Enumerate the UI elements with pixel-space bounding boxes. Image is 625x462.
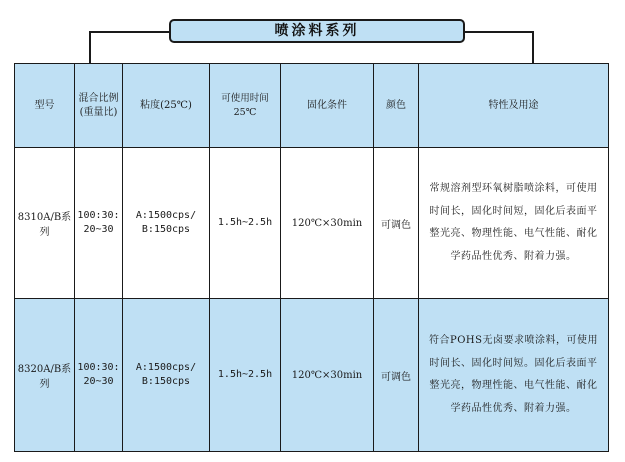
cell-model: 8320A/B系列: [15, 299, 75, 452]
spray-coating-spec-table: [14, 63, 609, 452]
cell-mix-ratio: 100:30: 20~30: [75, 299, 123, 452]
cell-viscosity: A:1500cps/ B:150cps: [123, 148, 210, 299]
cell-viscosity: A:1500cps/ B:150cps: [123, 299, 210, 452]
table-header-row: [15, 64, 609, 148]
header-viscosity: 粘度(25℃): [123, 64, 210, 148]
cell-color: 可调色: [374, 299, 419, 452]
header-mix-ratio: 混合比例 (重量比): [75, 64, 123, 148]
cell-model: 8310A/B系列: [15, 148, 75, 299]
cell-description: 常规溶剂型环氧树脂喷涂料，可使用时间长，固化时间短，固化后表面平整光亮、物理性能、电气性能、耐化学药品性优秀、附着力强。: [419, 148, 609, 299]
title-connector-right-horizontal: [465, 31, 534, 33]
cell-cure-condition: 120℃×30min: [281, 299, 374, 452]
page-title: 喷涂料系列: [169, 19, 465, 43]
header-color: 颜色: [374, 64, 419, 148]
header-model: 型号: [15, 64, 75, 148]
table-row: [15, 299, 609, 452]
cell-cure-condition: 120℃×30min: [281, 148, 374, 299]
cell-color: 可调色: [374, 148, 419, 299]
cell-pot-life: 1.5h~2.5h: [210, 299, 281, 452]
header-cure-condition: 固化条件: [281, 64, 374, 148]
title-connector-right-vertical: [532, 31, 534, 63]
cell-description: 符合POHS无卤要求喷涂料，可使用时间长、固化时间短。固化后表面平整光亮，物理性能、电气性能、耐化学药品性优秀、附着力强。: [419, 299, 609, 452]
cell-pot-life: 1.5h~2.5h: [210, 148, 281, 299]
cell-mix-ratio: 100:30: 20~30: [75, 148, 123, 299]
title-connector-left-vertical: [89, 31, 91, 63]
title-connector-left-horizontal: [89, 31, 169, 33]
header-pot-life: 可使用时间25℃: [210, 64, 281, 148]
header-features-usage: 特性及用途: [419, 64, 609, 148]
table-row: [15, 148, 609, 299]
